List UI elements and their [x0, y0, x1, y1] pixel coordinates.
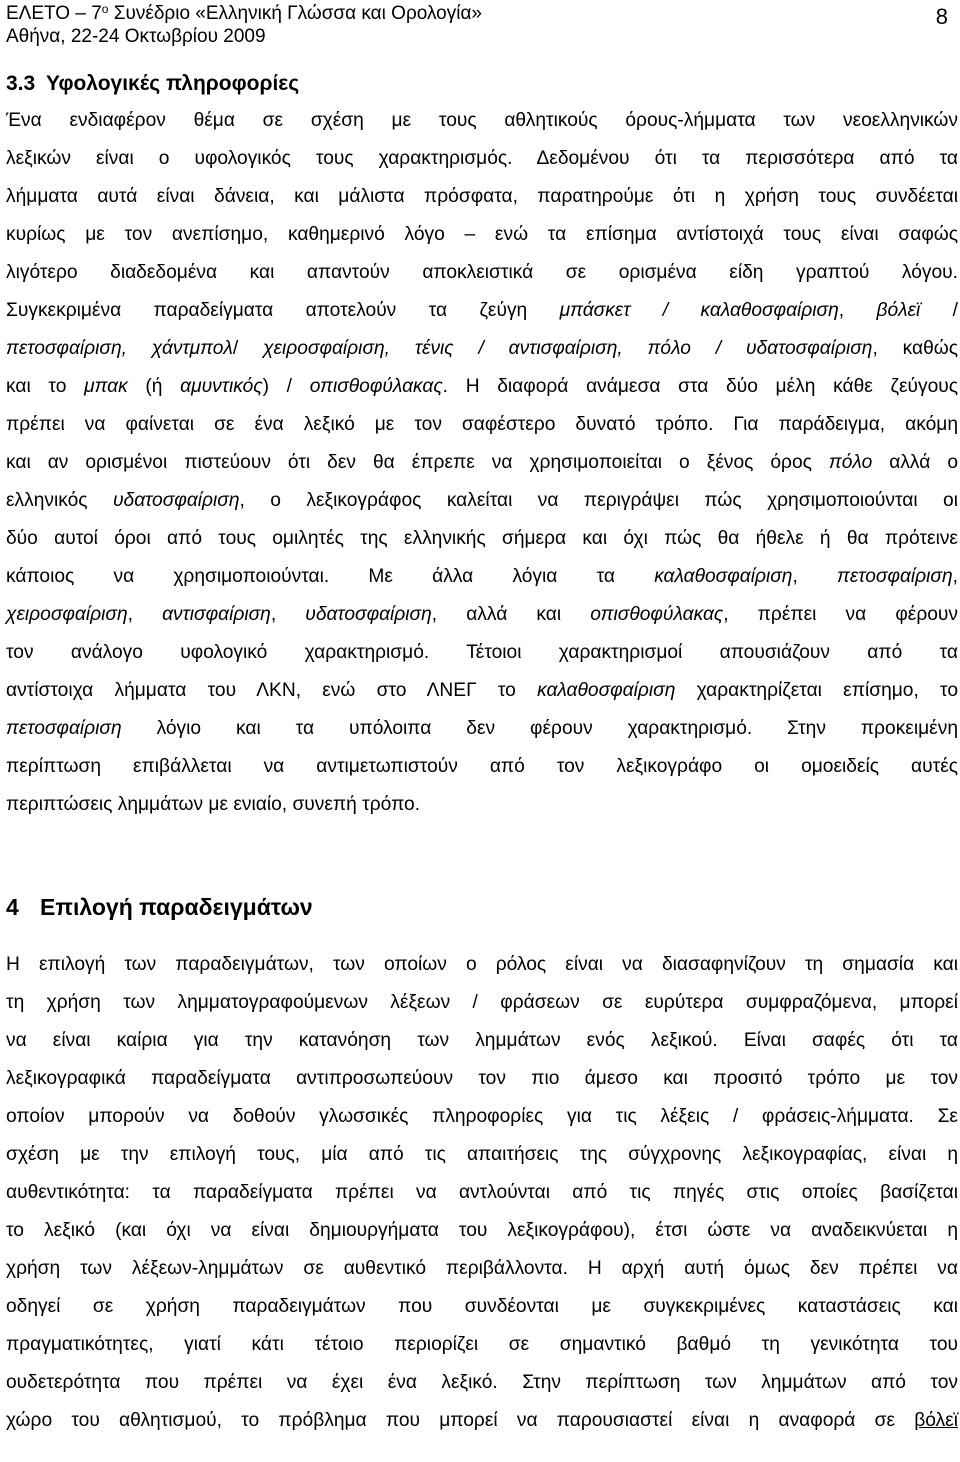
text-line — [6, 1288, 958, 1326]
text-run: και αν ορισμένοι πιστεύουν ότι δεν θα έπρεπε να χρησιμοποιείται ο ξένος όρος — [6, 452, 829, 473]
text-line — [6, 140, 958, 178]
underlined-term: βόλεϊ — [914, 1410, 958, 1431]
text-run: να είναι καίρια για την κατανόηση των λημμάτων ενός λεξικού. Είναι σαφές ότι τα — [6, 1030, 958, 1051]
text-run: χώρο του αθλητισμού, το πρόβλημα που μπορεί να παρουσιαστεί είναι η αναφορά σε — [6, 1410, 915, 1431]
conference-date: Αθήνα, 22-24 Οκτωβρίου 2009 — [6, 26, 266, 47]
text-run: πραγματικότητες, γιατί κάτι τέτοιο περιορίζει σε σημαντικό βαθμό τη γενικότητα του — [6, 1334, 958, 1355]
italic-term: καλαθοσφαίριση — [654, 566, 793, 587]
text-line — [6, 984, 958, 1022]
text-run: ελληνικός — [6, 490, 113, 511]
italic-term: αντισφαίριση — [162, 604, 271, 625]
text-run: λεξικογραφικά παραδείγματα αντιπροσωπεύουν τον πιο άμεσο και προσιτό τρόπο με τον — [6, 1068, 958, 1089]
italic-term: οπισθοφύλακας — [309, 376, 443, 397]
text-run: αλλά ο — [872, 452, 958, 473]
text-run: λήμματα αυτά είναι δάνεια, και μάλιστα πρόσφατα, παρατηρούμε ότι η χρήση τους συνδέεται — [6, 186, 958, 207]
section-heading-3-3 — [6, 72, 299, 96]
text-run: και το — [6, 376, 85, 397]
text-line — [6, 254, 958, 292]
text-run: Ένα ενδιαφέρον θέμα σε σχέση με τους αθλητικούς όρους-λήμματα των νεοελληνικών — [6, 110, 958, 131]
italic-term: πόλο — [828, 452, 873, 473]
text-run: , — [952, 566, 958, 587]
text-run: δύο αυτοί όροι από τους ομιλητές της ελληνικής σήμερα και όχι πώς θα ήθελε ή θα πρότεινε — [6, 528, 958, 549]
text-run: πρέπει να φαίνεται σε ένα λεξικό με τον σαφέστερο δυνατό τρόπο. Για παράδειγμα, ακόμη — [6, 414, 958, 435]
page-header — [0, 2, 960, 46]
section-number: 4 — [6, 894, 19, 920]
italic-term: χειροσφαίριση, τένις / αντισφαίριση, πόλο / υδατοσφαίριση — [263, 338, 873, 359]
section-heading-4 — [6, 894, 313, 920]
text-run: . Η διαφορά ανάμεσα στα δύο μέλη κάθε ζεύγους — [442, 376, 959, 397]
text-line — [6, 1098, 958, 1136]
text-run: , καθώς — [872, 338, 958, 359]
section-number: 3.3 — [6, 72, 36, 95]
text-run: τη χρήση των λημματογραφούμενων λέξεων / φράσεων σε ευρύτερα συμφραζόμενα, μπορεί — [6, 992, 958, 1013]
text-line — [6, 1060, 958, 1098]
text-run: λεξικών είναι ο υφολογικός τους χαρακτηρισμός. Δεδομένου ότι τα περισσότερα από τα — [6, 148, 958, 169]
text-run: οδηγεί σε χρήση παραδειγμάτων που συνδέονται με συγκεκριμένες καταστάσεις και — [6, 1296, 958, 1317]
text-line — [6, 482, 958, 520]
text-run: περιπτώσεις λημμάτων με ενιαίο, συνεπή τρόπο. — [6, 794, 421, 815]
paragraph-examples — [6, 946, 958, 1440]
text-line — [6, 1402, 958, 1440]
italic-term: υδατοσφαίριση — [113, 490, 240, 511]
text-line — [6, 1250, 958, 1288]
italic-term: οπισθοφύλακας — [590, 604, 724, 625]
italic-term: πετοσφαίριση — [6, 718, 122, 739]
text-line — [6, 596, 958, 634]
text-run: κυρίως με τον ανεπίσημο, καθημερινό λόγο – ενώ τα επίσημα αντίστοιχά τους είναι σαφώς — [6, 224, 958, 245]
text-run: ουδετερότητα που πρέπει να έχει ένα λεξικό. Στην περίπτωση των λημμάτων από τον — [6, 1372, 958, 1393]
text-run: , — [127, 604, 163, 625]
text-run: Συγκεκριμένα παραδείγματα αποτελούν τα ζεύγη — [6, 300, 560, 321]
text-line — [6, 330, 958, 368]
text-run: , αλλά και — [431, 604, 591, 625]
italic-term: βόλεϊ — [876, 300, 921, 321]
paragraph-stylistic-info — [6, 102, 958, 824]
section-title: Υφολογικές πληροφορίες — [46, 72, 300, 95]
text-run: χαρακτηρίζεται επίσημο, το — [675, 680, 959, 701]
italic-term: πετοσφαίριση — [837, 566, 953, 587]
italic-term: μπακ — [84, 376, 128, 397]
text-line — [6, 216, 958, 254]
text-run: αυθεντικότητα: τα παραδείγματα πρέπει να αντλούνται από τις πηγές στις οποίες βασίζεται — [6, 1182, 958, 1203]
text-run: / — [920, 300, 958, 321]
italic-term: χειροσφαίριση — [6, 604, 128, 625]
text-run: το λεξικό (και όχι να είναι δημιουργήματα του λεξικογράφου), έτσι ώστε να αναδεικνύεται η — [6, 1220, 958, 1241]
text-run: τον ανάλογο υφολογικό χαρακτηρισμό. Τέτοιοι χαρακτηρισμοί απουσιάζουν από τα — [6, 642, 958, 663]
text-line — [6, 1174, 958, 1212]
text-run: / — [232, 338, 264, 359]
text-line — [6, 1326, 958, 1364]
text-run: Η επιλογή των παραδειγμάτων, των οποίων ο ρόλος είναι να διασαφηνίζουν τη σημασία και — [6, 954, 958, 975]
text-line — [6, 748, 958, 786]
text-run: ) / — [262, 376, 310, 397]
italic-term: καλαθοσφαίριση — [537, 680, 676, 701]
text-run: (ή — [127, 376, 181, 397]
text-line — [6, 1364, 958, 1402]
text-run: κάποιος να χρησιμοποιούνται. Με άλλα λόγια τα — [6, 566, 655, 587]
text-run: αντίστοιχα λήμματα του ΛΚΝ, ενώ στο ΛΝΕΓ το — [6, 680, 538, 701]
text-run: σχέση με την επιλογή τους, μία από τις απαιτήσεις της σύγχρονης λεξικογραφίας, είναι η — [6, 1144, 958, 1165]
text-line — [6, 1212, 958, 1250]
text-run: οποίον μπορούν να δοθούν γλωσσικές πληροφορίες για τις λέξεις / φράσεις-λήμματα. Σε — [6, 1106, 958, 1127]
text-run: λιγότερο διαδεδομένα και απαντούν αποκλειστικά σε ορισμένα είδη γραπτού λόγου. — [6, 262, 958, 283]
text-line — [6, 946, 958, 984]
text-run: , πρέπει να φέρουν — [723, 604, 958, 625]
text-run: χρήση των λέξεων-λημμάτων σε αυθεντικό περιβάλλοντα. Η αρχή αυτή όμως δεν πρέπει να — [6, 1258, 958, 1279]
text-line — [6, 444, 958, 482]
text-run: , — [838, 300, 877, 321]
text-line — [6, 786, 958, 824]
text-line — [6, 1136, 958, 1174]
text-run: , — [792, 566, 838, 587]
text-run: , ο λεξικογράφος καλείται να περιγράψει πώς χρησιμοποιούνται οι — [239, 490, 958, 511]
text-line — [6, 292, 958, 330]
italic-term: υδατοσφαίριση — [305, 604, 432, 625]
page-number: 8 — [935, 4, 948, 29]
text-line — [6, 558, 958, 596]
text-run: λόγιο και τα υπόλοιπα δεν φέρουν χαρακτηρισμό. Στην προκειμένη — [121, 718, 958, 739]
text-run: , — [270, 604, 306, 625]
text-line — [6, 406, 958, 444]
italic-term: πετοσφαίριση, χάντμπολ — [6, 338, 233, 359]
text-line — [6, 178, 958, 216]
text-run: περίπτωση επιβάλλεται να αντιμετωπιστούν από τον λεξικογράφο οι ομοειδείς αυτές — [6, 756, 958, 777]
section-title: Επιλογή παραδειγμάτων — [40, 894, 313, 920]
text-line — [6, 102, 958, 140]
text-line — [6, 672, 958, 710]
text-line — [6, 710, 958, 748]
text-line — [6, 368, 958, 406]
italic-term: αμυντικός — [180, 376, 263, 397]
conference-title: ΕΛΕΤΟ – $7^o$ Συνέδριο «Ελληνική Γλώσσα και Ορολογία» — [6, 2, 483, 24]
text-line — [6, 520, 958, 558]
italic-term: μπάσκετ / καλαθοσφαίριση — [559, 300, 839, 321]
text-line — [6, 634, 958, 672]
text-line — [6, 1022, 958, 1060]
